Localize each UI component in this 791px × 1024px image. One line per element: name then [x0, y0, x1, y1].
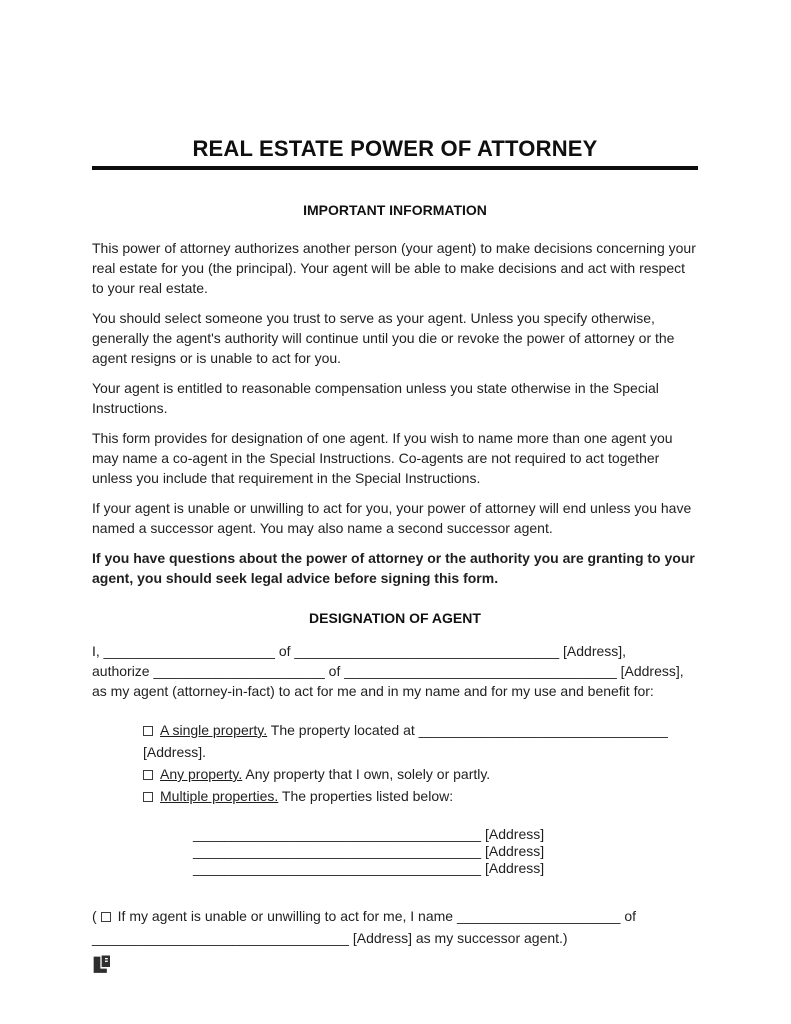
address-blank: _____________________________________ [193, 860, 482, 876]
any-property-checkbox-icon[interactable] [143, 770, 153, 780]
single-property-checkbox-icon[interactable] [143, 726, 153, 736]
property-address-blank: ________________________________ [418, 722, 668, 738]
title-rule [92, 166, 698, 170]
option-label: Any property. [160, 766, 243, 782]
option-wrap-text: [Address]. [143, 744, 207, 760]
address-line [193, 843, 698, 860]
successor-agent-checkbox-icon[interactable] [101, 912, 111, 922]
benefit-line: as my agent (attorney-in-fact) to act for me and in my name and for my use and benefit for: [92, 683, 654, 699]
document-content [0, 137, 791, 949]
option-label: Multiple properties. [160, 788, 279, 804]
successor-closing-text: [Address] as my successor agent.) [348, 930, 568, 946]
successor-agent-clause [92, 905, 698, 949]
option-any-property [143, 763, 698, 785]
paragraph-compensation: Your agent is entitled to reasonable compensation unless you state otherwise in the Special Instructions. [92, 380, 659, 416]
important-information-heading: IMPORTANT INFORMATION [303, 202, 487, 218]
address-line [193, 860, 698, 877]
paragraph-select-agent: You should select someone you trust to serve as your agent. Unless you specify otherwise, generally the agent's authority will continue until you die or revoke the power of attorney or the agent resigns or is unable to act for you. [92, 310, 675, 366]
legaltemplates-logo [91, 954, 113, 976]
option-text: Any property that I own, solely or partly. [242, 766, 491, 782]
property-address-lines [92, 826, 698, 877]
option-single-property [143, 719, 698, 763]
address-placeholder: [Address] [481, 826, 545, 842]
paragraph-legal-advice: If you have questions about the power of attorney or the authority you are granting to your agent, you should seek legal advice before signing this form. [92, 550, 695, 586]
successor-line-1 [92, 905, 698, 927]
option-multiple-properties [143, 785, 698, 807]
option-text: The properties listed below: [278, 788, 454, 804]
designation-of-agent-heading: DESIGNATION OF AGENT [309, 610, 481, 626]
principal-line: I, ______________________ of __________________________________ [Address], [92, 643, 627, 659]
successor-address-blank: _________________________________ [92, 930, 349, 946]
successor-line-2 [92, 927, 698, 949]
address-placeholder: [Address] [481, 843, 545, 859]
option-label: A single property. [160, 722, 268, 738]
paragraph-authorizes: This power of attorney authorizes another person (your agent) to make decisions concerning your real estate for you (the principal). Your agent will be able to make decisions and act with respect to your real estate. [92, 240, 696, 296]
document-title: REAL ESTATE POWER OF ATTORNEY [192, 136, 598, 161]
property-options [92, 719, 698, 807]
paragraph-successor: If your agent is unable or unwilling to act for you, your power of attorney will end unless you have named a successor agent. You may also name a second successor agent. [92, 500, 692, 536]
successor-text: If my agent is unable or unwilling to act for me, I name [117, 908, 457, 924]
multiple-properties-checkbox-icon[interactable] [143, 792, 153, 802]
address-blank: _____________________________________ [193, 826, 482, 842]
successor-of: of [620, 908, 637, 924]
address-line [193, 826, 698, 843]
successor-name-blank: _____________________ [456, 908, 621, 924]
paragraph-one-agent: This form provides for designation of one agent. If you wish to name more than one agent you may name a co-agent in the Special Instructions. Co-agents are not required to act together unless you include that requirement in the Special Instructions. [92, 430, 673, 486]
address-placeholder: [Address] [481, 860, 545, 876]
open-paren: ( [92, 908, 97, 924]
address-blank: _____________________________________ [193, 843, 482, 859]
agent-line: authorize ______________________ of ___________________________________ [Address], [92, 663, 684, 679]
designation-intro [92, 641, 698, 701]
option-text: The property located at [267, 722, 419, 738]
